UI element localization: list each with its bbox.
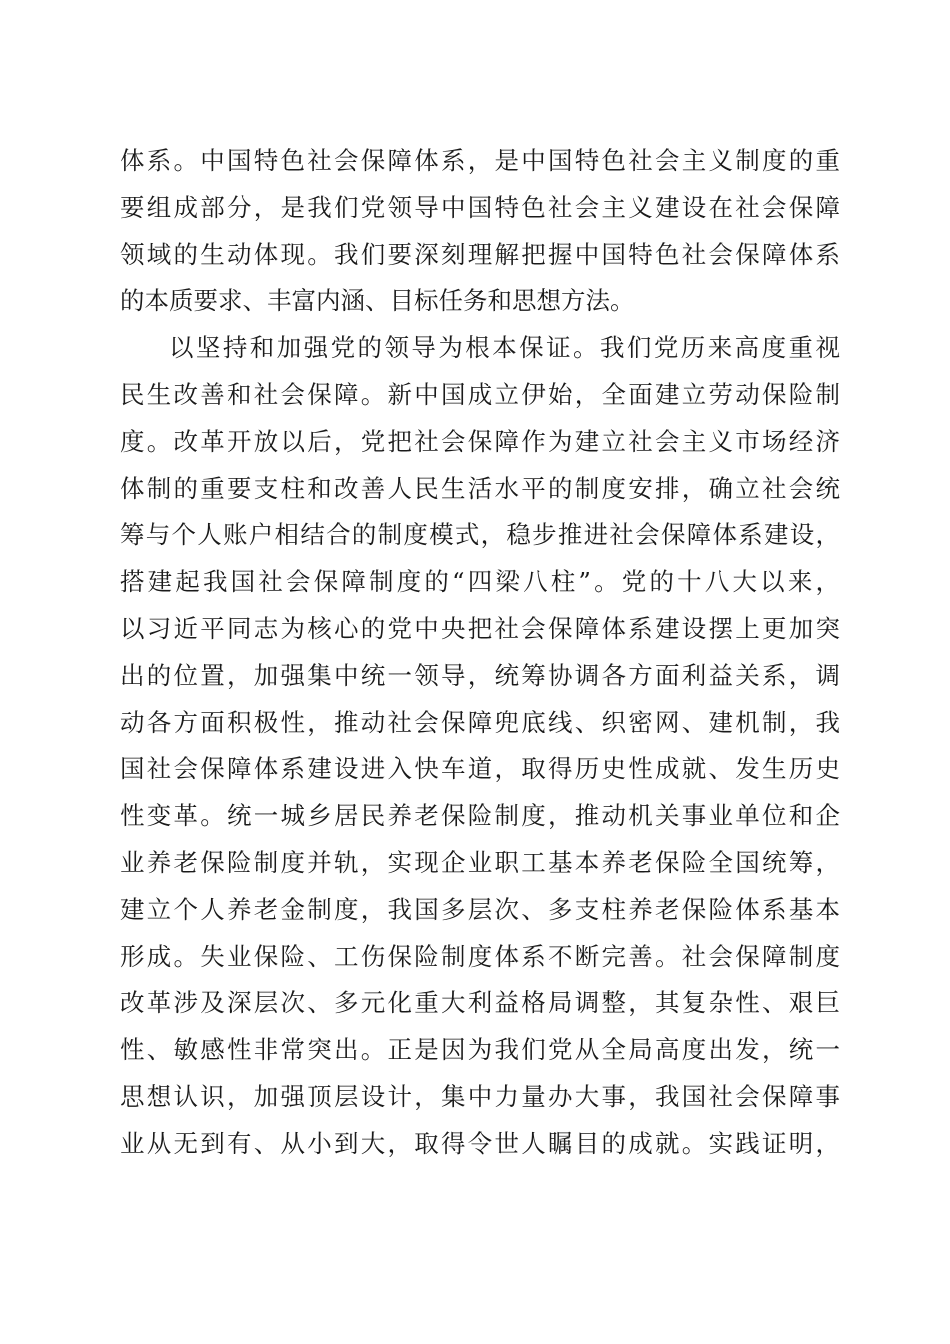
text-line: 筹与个人账户相结合的制度模式，稳步推进社会保障体系建设， xyxy=(120,520,840,550)
text-line: 业从无到有、从小到大，取得令世人瞩目的成就。实践证明， xyxy=(120,1128,840,1158)
text-line: 搭建起我国社会保障制度的“四梁八柱”。党的十八大以来， xyxy=(120,567,840,597)
text-line: 性、敏感性非常突出。正是因为我们党从全局高度出发，统一 xyxy=(120,1035,840,1065)
text-line: 性变革。统一城乡居民养老保险制度，推动机关事业单位和企 xyxy=(120,801,840,831)
text-line: 业养老保险制度并轨，实现企业职工基本养老保险全国统筹， xyxy=(120,847,840,877)
text-line: 体系。中国特色社会保障体系，是中国特色社会主义制度的重 xyxy=(120,146,840,175)
paragraph-first-line: 以坚持和加强党的领导为根本保证。我们党历来高度重视 xyxy=(169,333,840,363)
text-line: 民生改善和社会保障。新中国成立伊始，全面建立劳动保险制 xyxy=(120,379,840,409)
text-line: 要组成部分，是我们党领导中国特色社会主义建设在社会保障 xyxy=(120,192,840,222)
text-line: 思想认识，加强顶层设计，集中力量办大事，我国社会保障事 xyxy=(120,1081,840,1111)
text-line: 改革涉及深层次、多元化重大利益格局调整，其复杂性、艰巨 xyxy=(120,988,840,1018)
text-line: 动各方面积极性，推动社会保障兜底线、织密网、建机制，我 xyxy=(120,707,840,737)
text-line: 的本质要求、丰富内涵、目标任务和思想方法。 xyxy=(120,286,635,316)
text-line: 形成。失业保险、工伤保险制度体系不断完善。社会保障制度 xyxy=(120,941,840,971)
text-line: 国社会保障体系建设进入快车道，取得历史性成就、发生历史 xyxy=(120,754,840,784)
text-line: 以习近平同志为核心的党中央把社会保障体系建设摆上更加突 xyxy=(120,613,840,643)
text-line: 领域的生动体现。我们要深刻理解把握中国特色社会保障体系 xyxy=(120,239,840,269)
text-line: 度。改革开放以后，党把社会保障作为建立社会主义市场经济 xyxy=(120,426,840,456)
text-line: 体制的重要支柱和改善人民生活水平的制度安排，确立社会统 xyxy=(120,473,840,503)
text-line: 出的位置，加强集中统一领导，统筹协调各方面利益关系，调 xyxy=(120,660,840,690)
text-line: 建立个人养老金制度，我国多层次、多支柱养老保险体系基本 xyxy=(120,894,840,924)
body-text xyxy=(120,138,840,1168)
